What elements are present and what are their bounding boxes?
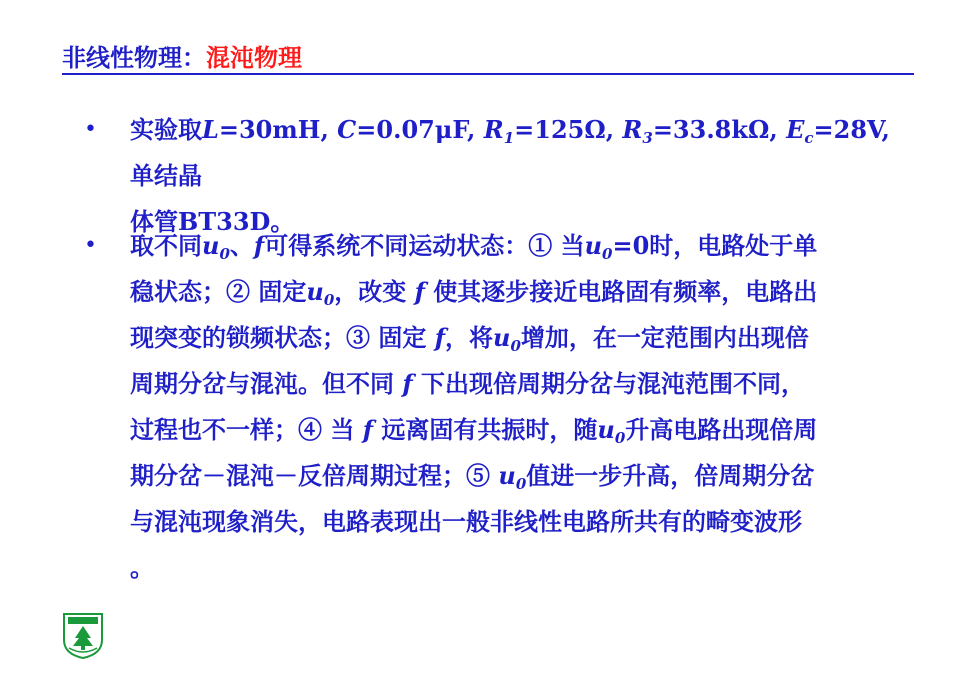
- var-f: f: [406, 277, 434, 306]
- subscript: 0: [515, 475, 527, 493]
- text-run: =0.07μF,: [356, 115, 484, 144]
- text-run: 下出现倍周期分岔与混沌范围不同，: [421, 369, 806, 398]
- text-run: 现突变的锁频状态；③ 固定: [130, 323, 427, 352]
- subscript: 0: [323, 291, 335, 309]
- text-run: 、: [229, 231, 254, 260]
- text-run: =30mH,: [218, 115, 338, 144]
- text-run: 与混沌现象消失，电路表现出一般非线性电路所共有的畸变波形: [130, 507, 802, 536]
- text-run: 过程也不一样；④ 当: [130, 415, 355, 444]
- text-run: 期分岔－混沌－反倍周期过程；⑤: [130, 461, 499, 490]
- var-u0: u: [498, 461, 516, 490]
- var-R3: R: [622, 115, 643, 144]
- var-f: f: [426, 323, 446, 352]
- var-u0: u: [306, 277, 324, 306]
- var-u0: u: [584, 231, 603, 260]
- text-run: =33.8kΩ,: [652, 115, 787, 144]
- var-Ec: E: [786, 115, 805, 144]
- text-run: 升高电路出现倍周: [625, 415, 818, 444]
- text-run: 可得系统不同运动状态：① 当: [264, 231, 585, 260]
- subscript: 0: [219, 245, 230, 263]
- var-u0: u: [597, 415, 615, 444]
- text-run: 稳状态；② 固定: [130, 277, 307, 306]
- bullet-marker-1: •: [84, 117, 97, 142]
- var-f: f: [253, 231, 265, 260]
- bullet-marker-2: •: [84, 233, 97, 258]
- var-C: C: [337, 115, 357, 144]
- text-run: 体管BT33D。: [130, 207, 295, 236]
- text-run: 。: [130, 553, 154, 582]
- subscript: 0: [510, 337, 521, 355]
- title-underline: [62, 73, 914, 75]
- text-run: 值进一步升高，倍周期分岔: [526, 461, 815, 490]
- var-f: f: [394, 369, 422, 398]
- text-run: 实验取: [130, 115, 202, 144]
- title-highlight: 混沌物理: [206, 43, 302, 72]
- subscript: 0: [614, 429, 626, 447]
- subscript: 3: [642, 129, 653, 147]
- text-run: 远离固有共振时，随: [381, 415, 598, 444]
- subscript: 0: [602, 245, 613, 263]
- var-R1: R: [483, 115, 504, 144]
- var-u0: u: [202, 231, 220, 260]
- text-run: 取不同: [130, 231, 202, 260]
- text-run: 增加，在一定范围内出现倍: [520, 323, 809, 352]
- bullet-paragraph-2: [130, 223, 920, 591]
- subscript: 1: [503, 129, 515, 147]
- var-L: L: [202, 115, 219, 144]
- text-run: 使其逐步接近电路固有频率，电路出: [433, 277, 818, 306]
- text-run: 周期分岔与混沌。但不同: [130, 369, 394, 398]
- var-f: f: [354, 415, 382, 444]
- text-run: =0时，电路处于单: [612, 231, 818, 260]
- text-run: =28V, 单结晶: [130, 115, 890, 190]
- text-run: =125Ω,: [514, 115, 623, 144]
- subscript: c: [804, 129, 814, 147]
- title-prefix: 非线性物理：: [62, 43, 206, 72]
- var-u0: u: [493, 323, 511, 352]
- text-run: ，将: [445, 323, 494, 352]
- university-emblem-icon: [60, 610, 106, 660]
- slide-title: [62, 38, 302, 73]
- text-run: ，改变: [334, 277, 407, 306]
